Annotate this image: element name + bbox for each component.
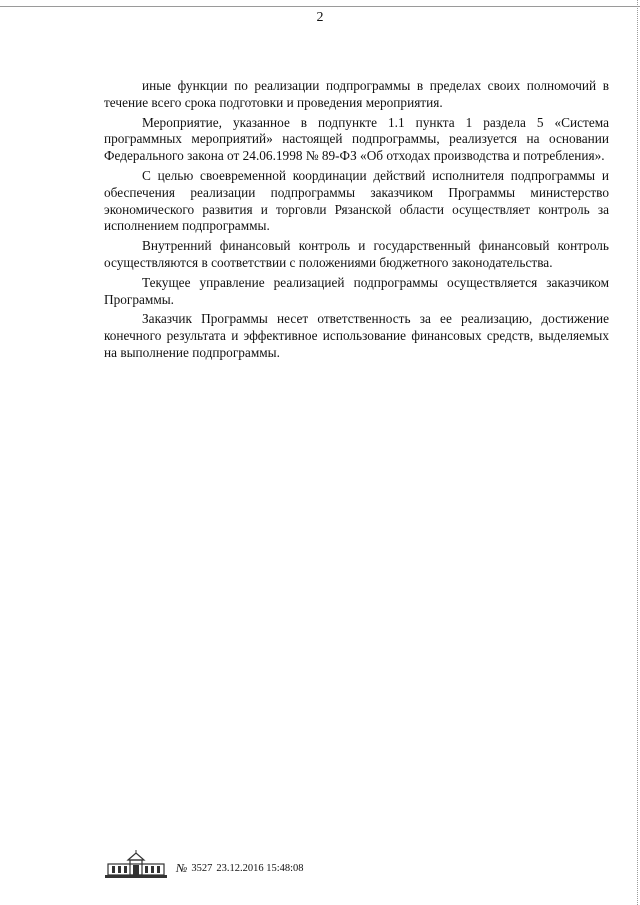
building-emblem-icon [104,850,168,880]
registration-stamp [176,861,304,876]
registration-number: 3527 [191,862,213,874]
paragraph: Мероприятие, указанное в подпункте 1.1 пункта 1 раздела 5 «Система программных мероприятий» настоящей подпрограммы, реализуется на основании Федерального закона от 24.06.1998 № 89-ФЗ «Об отходах производства и потребления». [104,114,609,164]
registration-datetime: 23.12.2016 15:48:08 [216,862,304,874]
document-footer [104,850,304,880]
number-sign: № [176,860,188,875]
paragraph: С целью своевременной координации действий исполнителя подпрограммы и обеспечения реализации подпрограммы заказчиком Программы министерство экономического развития и торговли Рязанской области осуществляет контроль за исполнением подпрограммы. [104,167,609,234]
paragraph: иные функции по реализации подпрограммы в пределах своих полномочий в течение всего срока подготовки и проведения мероприятия. [104,78,609,110]
paragraph: Текущее управление реализацией подпрограммы осуществляется заказчиком Программы. [104,274,609,307]
scan-edge-right [637,0,638,905]
document-body [104,78,609,365]
paragraph: Заказчик Программы несет ответственность за ее реализацию, достижение конечного результата и эффективное использование финансовых средств, выделяемых на выполнение подпрограммы. [104,311,609,360]
scan-edge-top [0,6,640,7]
paragraph: Внутренний финансовый контроль и государственный финансовый контроль осуществляются в соответствии с положениями бюджетного законодательства. [104,238,609,270]
page-number: 2 [316,10,324,25]
